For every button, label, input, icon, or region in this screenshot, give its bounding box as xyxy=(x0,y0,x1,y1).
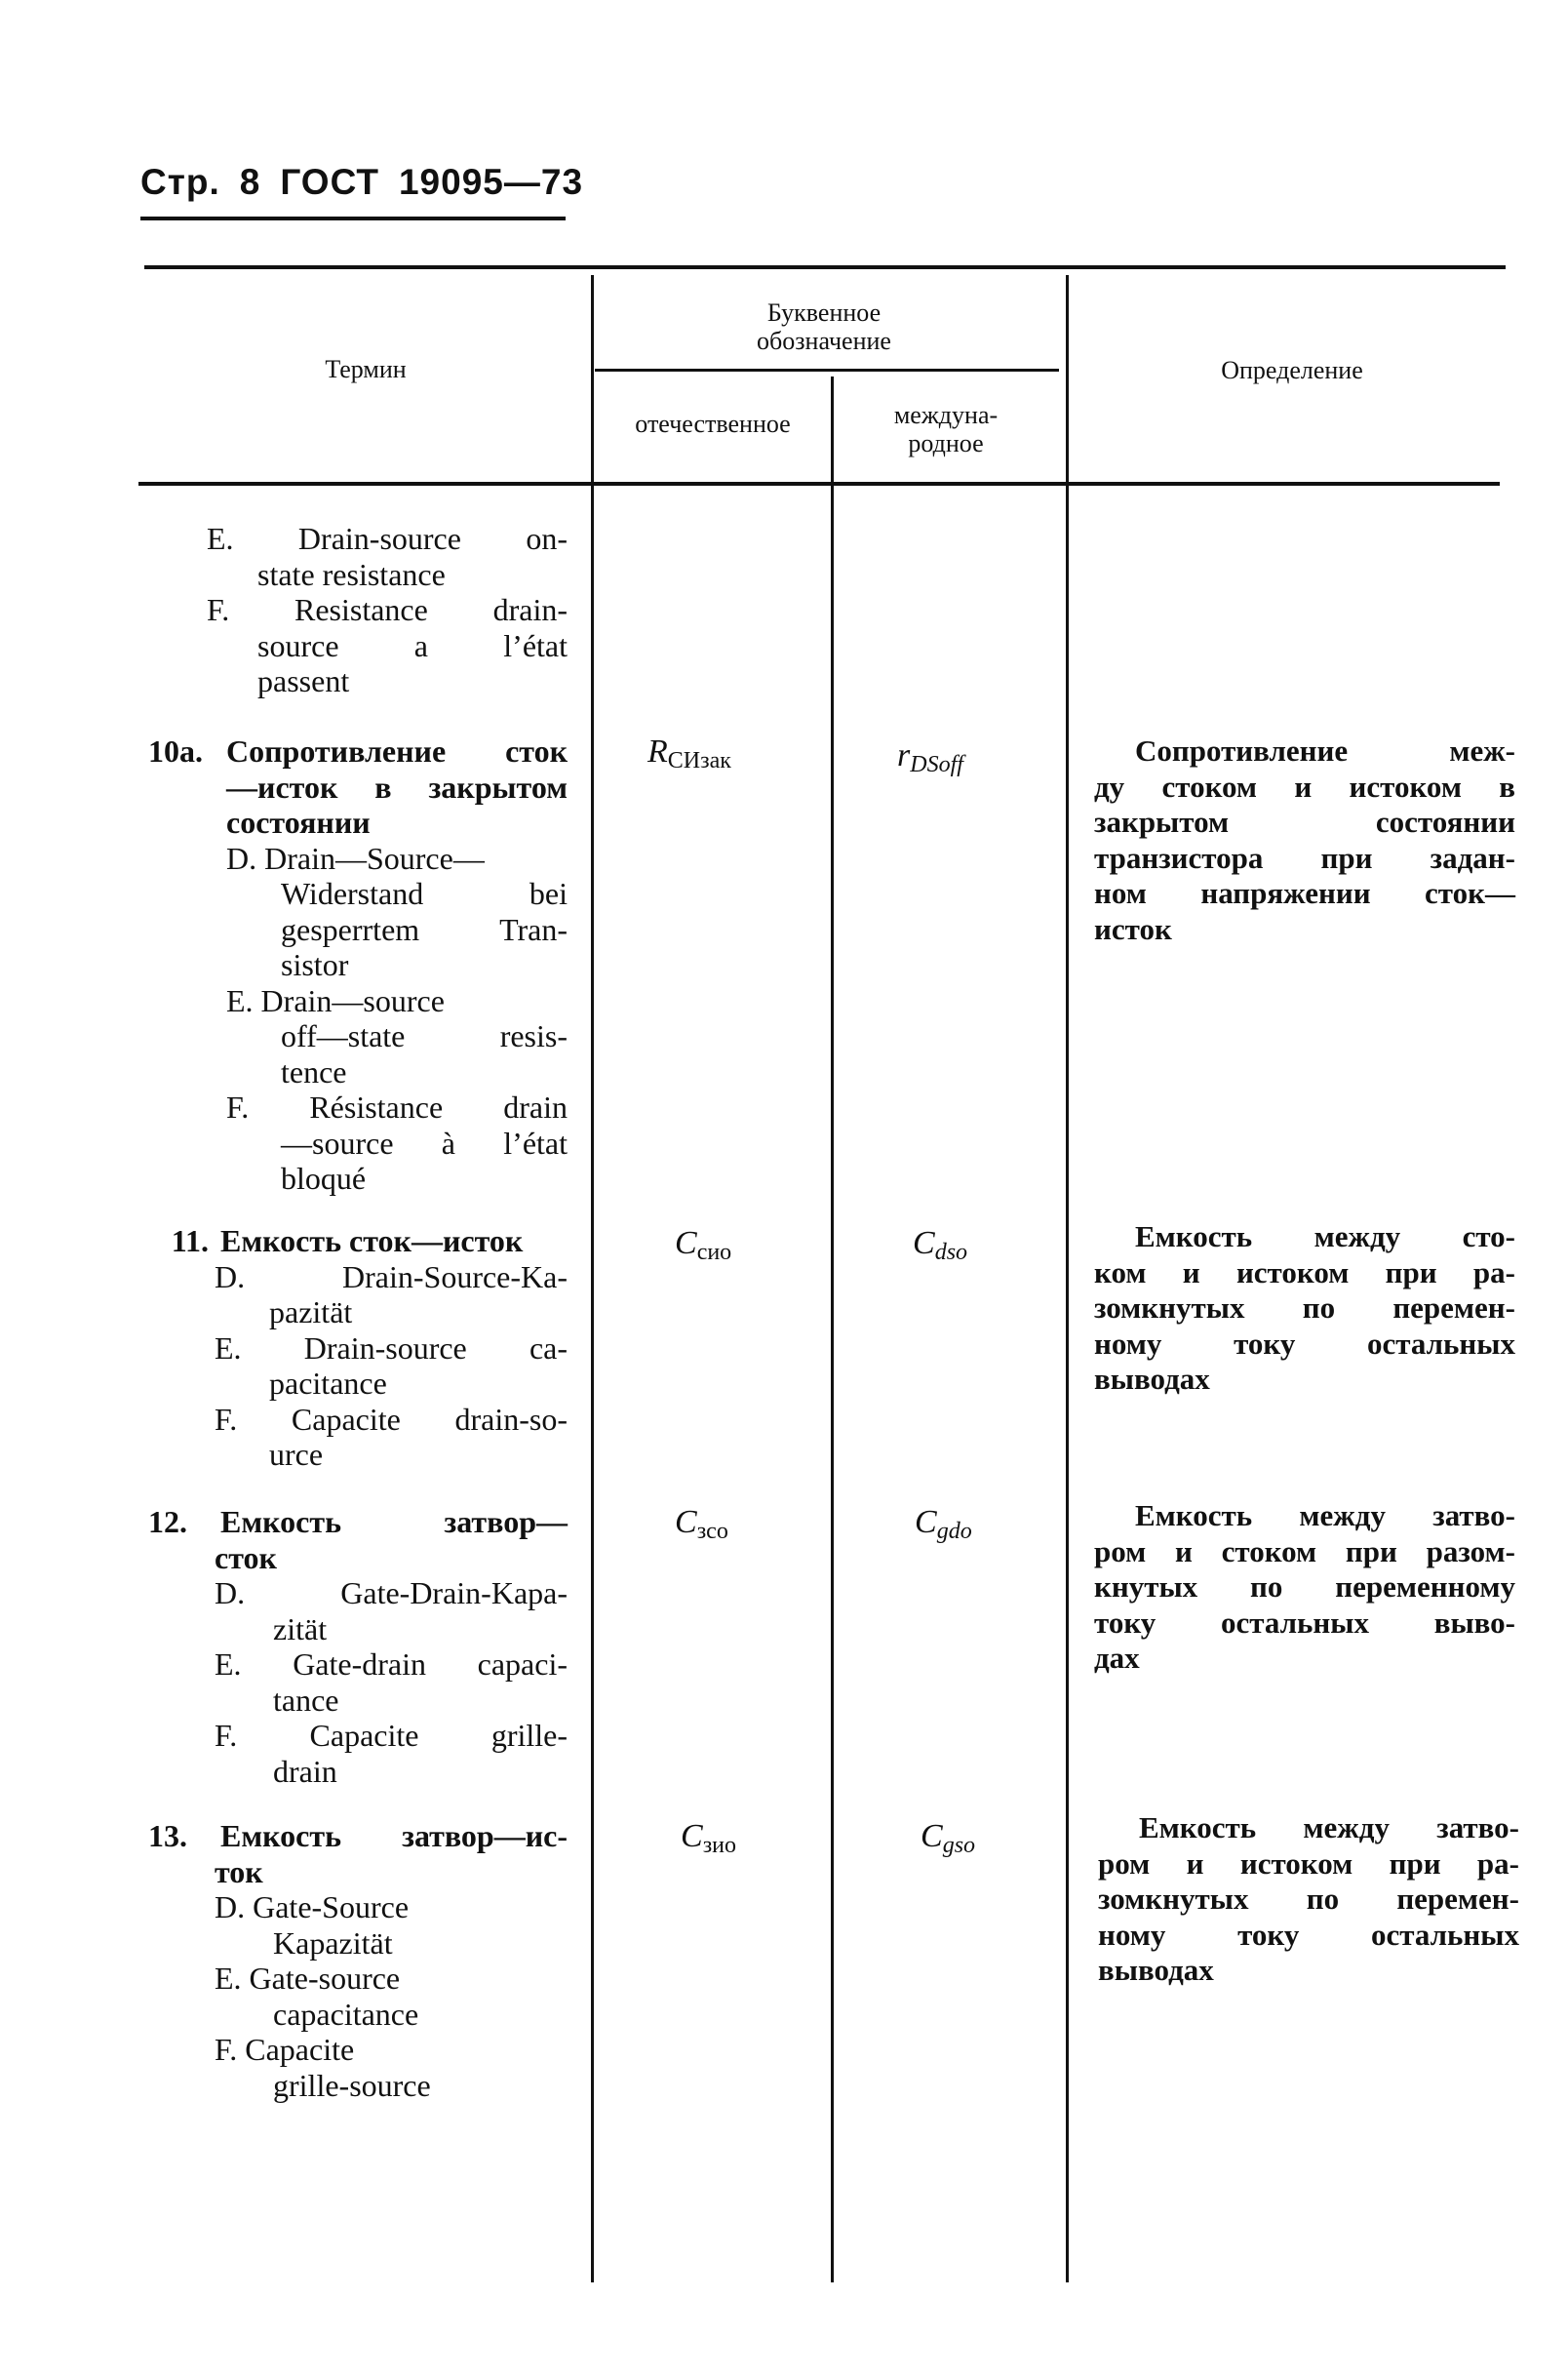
term-foreign: Widerstand bei xyxy=(281,876,568,911)
entry-10a-definition: Сопротивление меж- ду стоком и истоком в закрытом состоянии транзистора при задан- ном напряжении сток— исток xyxy=(1094,733,1515,946)
term-foreign: D. Drain-Source-Ka- xyxy=(215,1258,568,1294)
entry-12-definition: Емкость между затво- ром и стоком при разом- кнутых по переменному току остальных выво- дах xyxy=(1094,1498,1515,1675)
entry-number: 12. xyxy=(148,1504,187,1539)
term-foreign: sistor xyxy=(281,947,349,982)
header-bottom-rule xyxy=(138,482,1500,486)
header-sub-rule xyxy=(595,369,1059,372)
term-foreign: capacitance xyxy=(273,1996,419,2032)
standard-number: 19095—73 xyxy=(398,162,584,202)
continued-entry xyxy=(148,521,568,699)
header-letter-designation: Буквенное обозначение xyxy=(757,298,891,355)
term-ru: Емкость затвор—ис- xyxy=(220,1818,568,1853)
term-ru: —исток в закрытом xyxy=(226,769,568,805)
entry-12-term xyxy=(148,1504,568,1789)
header-domestic: отечественное xyxy=(635,410,791,438)
entry-13-definition: Емкость между затво- ром и истоком при ра- зомкнутых по перемен- ному току остальных выводах xyxy=(1098,1810,1519,1987)
page-number: 8 xyxy=(239,162,261,202)
header-rule xyxy=(140,217,566,220)
term-foreign: D. Drain—Source— xyxy=(226,840,485,876)
term-foreign: gesperrtem Tran- xyxy=(281,911,568,947)
term-foreign: bloqué xyxy=(281,1161,367,1196)
term-line: state resistance xyxy=(257,556,446,592)
term-line: F. Resistance drain- xyxy=(207,592,568,627)
entry-number: 10a. xyxy=(148,733,203,769)
term-foreign: tence xyxy=(281,1053,347,1090)
entry-12-domestic-symbol: $C_{зсо}$ xyxy=(675,1504,728,1544)
page-header xyxy=(140,162,603,203)
term-ru: ток xyxy=(215,1853,263,1889)
term-foreign: drain xyxy=(273,1753,337,1789)
term-foreign: E. Gate-drain capaci- xyxy=(215,1646,568,1682)
term-foreign: F. Capacite drain-so- xyxy=(215,1401,568,1437)
entry-10a-intl-symbol: $r_{DSoff}$ xyxy=(897,737,963,777)
term-foreign: tance xyxy=(273,1682,339,1718)
entry-11-definition: Емкость между сто- ком и истоком при ра- зомкнутых по перемен- ному току остальных выводах xyxy=(1094,1219,1515,1396)
term-ru: Емкость сток—исток xyxy=(220,1223,524,1258)
term-ru: Емкость затвор— xyxy=(220,1504,568,1539)
entry-12-intl-symbol: $C_{gdo}$ xyxy=(915,1504,972,1544)
term-ru: состоянии xyxy=(226,805,371,840)
term-foreign: E. Drain-source ca- xyxy=(215,1329,568,1366)
entry-number: 11. xyxy=(171,1223,209,1258)
term-line: passent xyxy=(257,663,350,698)
entry-13-domestic-symbol: $C_{зио}$ xyxy=(681,1818,737,1858)
term-foreign: D. Gate-Source xyxy=(215,1889,410,1924)
entry-11-term xyxy=(148,1223,568,1473)
header-definition: Определение xyxy=(1221,356,1363,384)
entry-13-intl-symbol: $C_{gso}$ xyxy=(921,1818,976,1858)
term-line: E. Drain-source on- xyxy=(207,521,568,556)
term-foreign: E. Drain—source xyxy=(226,982,445,1018)
term-foreign: pazität xyxy=(269,1294,353,1329)
term-foreign: Kapazität xyxy=(273,1924,393,1961)
entry-10a-term xyxy=(148,733,568,1197)
page-label: Стр. xyxy=(140,162,220,202)
term-foreign: —source à l’état xyxy=(281,1125,568,1161)
term-ru: Сопротивление сток xyxy=(226,733,568,769)
column-rule-2 xyxy=(831,377,834,2282)
entry-11-domestic-symbol: $C_{сио}$ xyxy=(675,1225,732,1265)
term-foreign: F. Résistance drain xyxy=(226,1090,568,1125)
entry-10a-domestic-symbol: $R_{СИзак}$ xyxy=(647,733,731,773)
term-foreign: grille-source xyxy=(273,2067,431,2103)
entry-number: 13. xyxy=(148,1818,187,1853)
term-foreign: urce xyxy=(269,1437,324,1472)
term-foreign: pacitance xyxy=(269,1366,387,1401)
header-international: междуна- родное xyxy=(893,401,999,457)
term-ru: сток xyxy=(215,1539,277,1575)
header-term: Термин xyxy=(325,355,407,383)
term-foreign: zität xyxy=(273,1610,328,1646)
term-foreign: F. Capacite xyxy=(215,2032,355,2067)
term-foreign: D. Gate-Drain-Kapa- xyxy=(215,1575,568,1610)
term-line: source a l’état xyxy=(257,627,568,663)
entry-11-intl-symbol: $C_{dso}$ xyxy=(913,1225,968,1265)
term-foreign: off—state resis- xyxy=(281,1018,568,1053)
entry-13-term xyxy=(148,1818,568,2103)
term-foreign: F. Capacite grille- xyxy=(215,1718,568,1753)
column-rule-3 xyxy=(1066,275,1069,2282)
column-rule-1 xyxy=(591,275,594,2282)
term-foreign: E. Gate-source xyxy=(215,1961,401,1996)
table-top-rule xyxy=(144,265,1506,269)
standard-name: ГОСТ xyxy=(280,162,379,202)
